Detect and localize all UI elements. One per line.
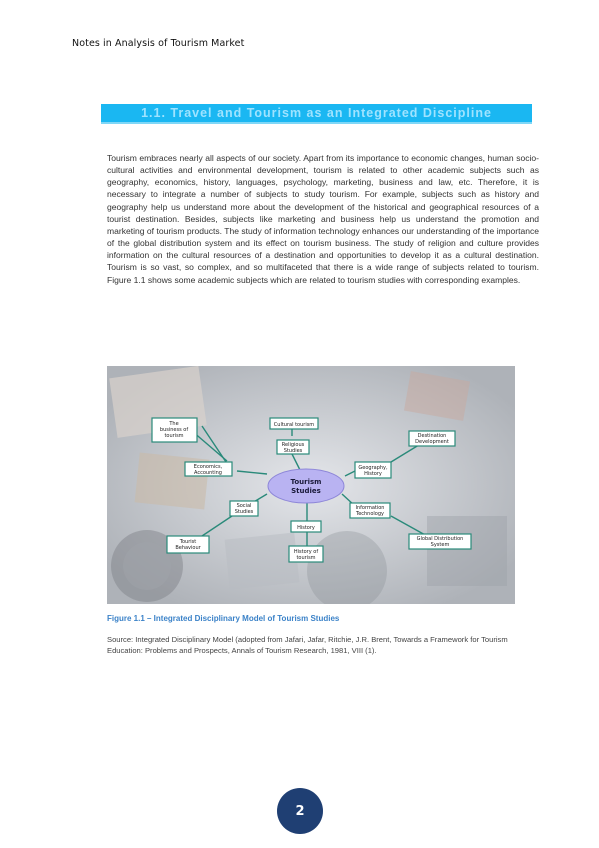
label-cultural: Cultural tourism — [273, 422, 315, 428]
label-information-line2: Technology — [355, 511, 385, 517]
label-history-of-line1: History of — [293, 549, 319, 555]
label-business-line1: The — [169, 421, 179, 427]
label-gds-line2: System — [430, 542, 450, 548]
page-number-badge — [277, 788, 323, 834]
figure-source: Source: Integrated Disciplinary Model (adopted from Jafari, Jafar, Ritchie, J.R. Brent, Towards a Framework for Tourism Education: Problems and Prospects, Annals of Tourism Research, 1981, VIII (1). — [107, 635, 508, 655]
label-economics-line1: Economics, — [193, 464, 223, 470]
center-label-line1: Tourism — [290, 478, 322, 486]
label-business-line2: business of — [159, 427, 189, 433]
body-paragraph: Tourism embraces nearly all aspects of our society. Apart from its importance to economic changes, human socio-cultural activities and environmental development, tourism is related to other academic subjects such as geography, economics, history, languages, psychology, marketing, business and law, etc. Therefore, it is necessary to integrate a number of subjects to study tourism. For example, subjects such as history and geography help us understand more about the development of the historical and geographical resources of a tourist destination. Besides, subjects like marketing and business help us understand the promotion and marketing of tourism products. The study of information technology enhances our understanding of the importance of the global distribution system and its effect on tourism business. The study of religion and culture provides information on the cultural resources of a destination and opportunities to develop it as a cultural destination. Tourism is so vast, so complex, and so multifaceted that there is a wide range of subjects related to tourism. Figure 1.1 shows some academic subjects which are related to tourism studies with corresponding examples. — [107, 153, 539, 285]
section-title: 1.1. Travel and Tourism as an Integrated Discipline — [141, 106, 492, 120]
label-religious-line1: Religious — [281, 442, 305, 448]
label-geography-line1: Geography, — [358, 465, 388, 471]
label-history-of-line2: tourism — [296, 555, 316, 561]
concept-map — [107, 366, 515, 604]
label-destination-line1: Destination — [417, 433, 447, 439]
label-tourist-line1: Tourist — [179, 539, 197, 545]
label-gds-line1: Global Distribution — [416, 536, 464, 542]
label-social-line2: Studies — [234, 509, 254, 515]
section-heading-banner — [101, 104, 532, 124]
label-destination-line2: Development — [415, 439, 449, 445]
label-tourist-line2: Behaviour — [175, 545, 201, 551]
label-business-line3: tourism — [164, 433, 184, 439]
label-religious-line2: Studies — [283, 448, 303, 454]
label-economics-line2: Accounting — [194, 470, 222, 476]
label-geography-line2: History — [364, 471, 382, 477]
page-number: 2 — [295, 803, 305, 819]
figure-caption: Figure 1.1 – Integrated Disciplinary Model of Tourism Studies — [107, 614, 340, 623]
center-node-tourism-studies — [268, 469, 344, 503]
figure-integrated-model — [107, 366, 515, 604]
running-header: Notes in Analysis of Tourism Market — [72, 38, 245, 49]
label-history: History — [297, 525, 315, 531]
label-information-line1: Information — [355, 505, 385, 511]
label-social-line1: Social — [236, 503, 252, 509]
center-label-line2: Studies — [291, 487, 321, 495]
